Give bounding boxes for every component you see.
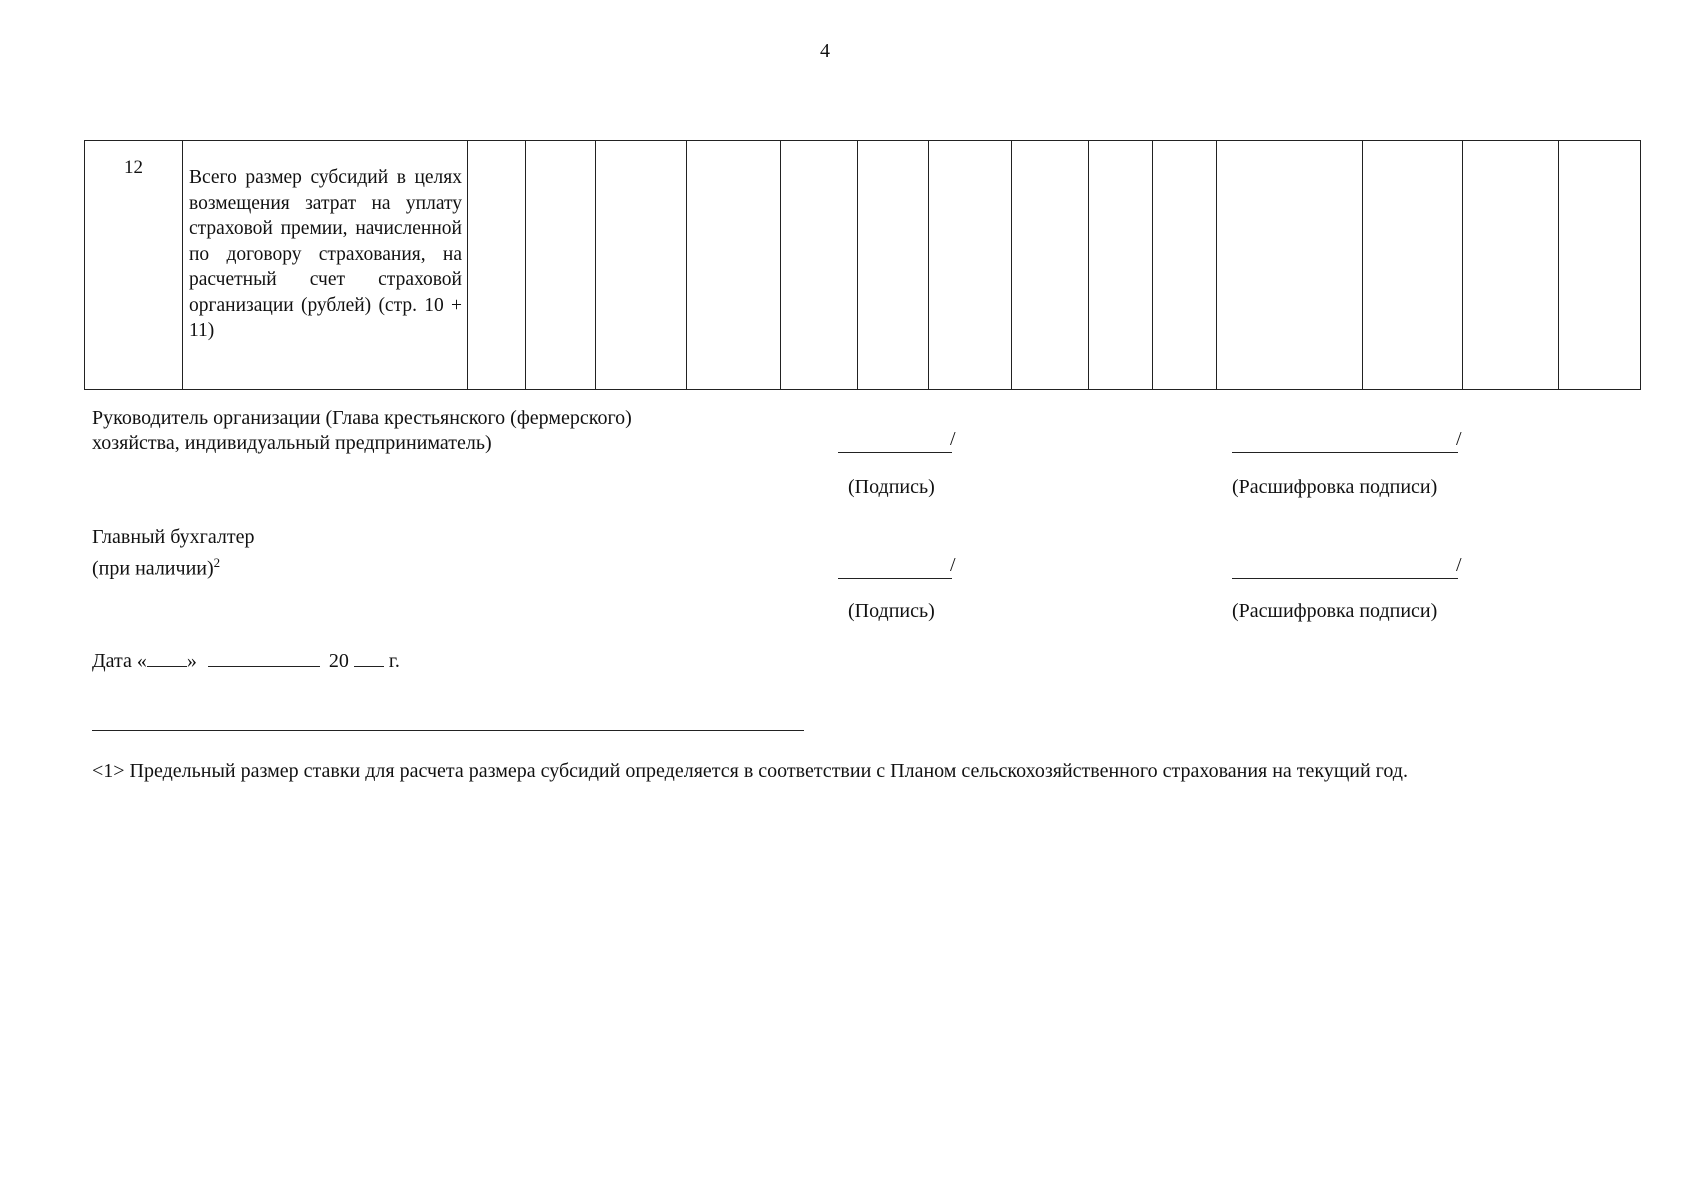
head-label-line2: хозяйства, индивидуальный предприниматель) (92, 432, 492, 454)
table-cell (1463, 141, 1559, 390)
footnote-separator (92, 730, 804, 731)
accountant-signature-slash: / (950, 554, 956, 576)
table-cell (929, 141, 1012, 390)
date-row (92, 648, 400, 673)
table-cell (526, 141, 596, 390)
head-signature-slash: / (950, 428, 956, 450)
table-cell (468, 141, 526, 390)
table-cell (858, 141, 929, 390)
date-quote-close: » (186, 650, 197, 672)
accountant-signature-line[interactable] (838, 556, 952, 579)
table-cell (1559, 141, 1641, 390)
table-cell (1153, 141, 1217, 390)
footnote: <1> Предельный размер ставки для расчета размера субсидий определяется в соответствии с Планом сельскохозяйственного страхования на текущий год. (92, 760, 1408, 782)
table-row (85, 141, 1641, 390)
accountant-decoding-line[interactable] (1232, 556, 1458, 579)
date-year-suffix: г. (388, 650, 400, 672)
table-cell (1217, 141, 1363, 390)
accountant-label (92, 525, 254, 582)
row-description-cell: Всего размер субсидий в целях возмещения затрат на уплату страховой премии, начисленной по договору страхования, на расчетный счет страховой организации (рублей) (стр. 10 + 11) (183, 141, 468, 390)
form-table (84, 140, 1641, 390)
accountant-label-line1: Главный бухгалтер (92, 526, 255, 548)
date-day-blank[interactable] (147, 648, 187, 667)
accountant-decoding-caption: (Расшифровка подписи) (1232, 600, 1438, 622)
page-number: 4 (820, 40, 830, 62)
table-cell (781, 141, 858, 390)
head-decoding-caption: (Расшифровка подписи) (1232, 476, 1438, 498)
head-signature-line[interactable] (838, 430, 952, 453)
accountant-signature-caption: (Подпись) (848, 600, 935, 622)
date-label: Дата « (92, 650, 147, 672)
date-year-blank[interactable] (354, 648, 384, 667)
row-number-cell: 12 (85, 141, 183, 390)
table-cell (1089, 141, 1153, 390)
accountant-label-line2: (при наличии)$^2$ (92, 555, 221, 580)
table-cell (687, 141, 781, 390)
table-cell (1363, 141, 1463, 390)
date-month-blank[interactable] (208, 648, 320, 667)
head-label-line1: Руководитель организации (Глава крестьянского (фермерского) (92, 407, 632, 429)
table-cell (596, 141, 687, 390)
head-decoding-slash: / (1456, 428, 1462, 450)
date-year-prefix: 20 (328, 650, 349, 672)
head-signature-caption: (Подпись) (848, 476, 935, 498)
footnote-marker: 2 (213, 555, 221, 570)
table-cell (1012, 141, 1089, 390)
head-label (92, 406, 632, 456)
accountant-decoding-slash: / (1456, 554, 1462, 576)
head-decoding-line[interactable] (1232, 430, 1458, 453)
